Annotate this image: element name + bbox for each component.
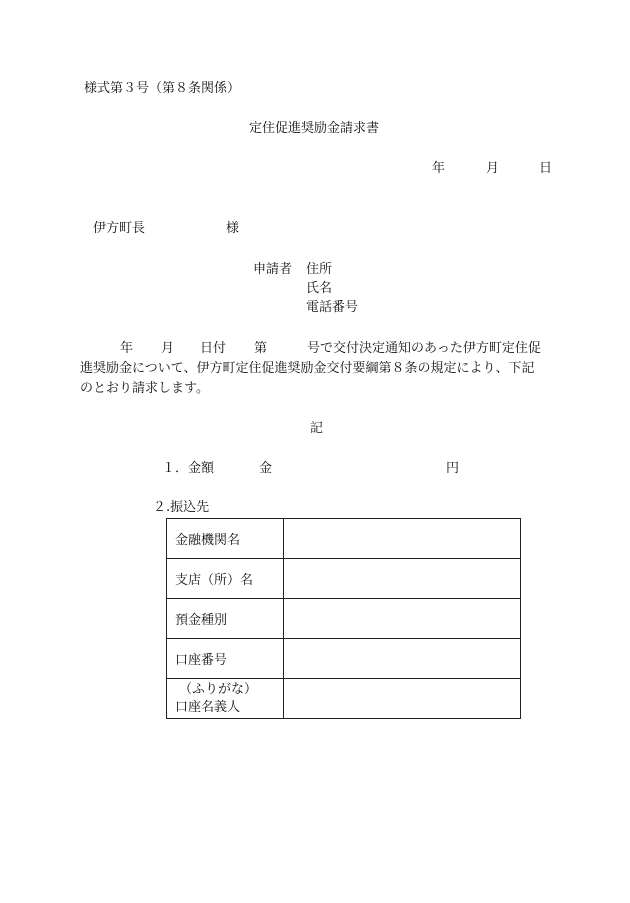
table-row (167, 639, 521, 679)
applicant-label: 申請者 (253, 262, 293, 277)
account-type-label: 預金種別 (167, 599, 284, 639)
applicant-phone-label: 電話番号 (306, 300, 359, 315)
date-day: 日 (539, 161, 553, 176)
table-row (167, 599, 521, 639)
branch-name-label: 支店（所）名 (167, 559, 284, 599)
account-holder-label: 口座名義人 (175, 699, 241, 715)
body-line3: のとおり請求します。 (80, 381, 209, 396)
account-number-label: 口座番号 (167, 639, 284, 679)
body-line1-tail: 号で交付決定通知のあった伊方町定住促 (307, 341, 541, 356)
addressee-honorific: 様 (226, 221, 240, 236)
item1-label: １．金額 (162, 461, 215, 476)
bank-name-label: 金融機関名 (167, 519, 284, 559)
item1-prefix: 金 (259, 461, 273, 476)
account-holder-field[interactable] (284, 679, 521, 719)
applicant-name-label: 氏名 (306, 281, 333, 296)
bank-transfer-table (166, 518, 521, 719)
item1-unit: 円 (446, 461, 460, 476)
applicant-address-label: 住所 (306, 262, 333, 277)
body-month: 月 (161, 341, 175, 356)
account-type-field[interactable] (284, 599, 521, 639)
table-row (167, 679, 521, 719)
branch-name-field[interactable] (284, 559, 521, 599)
account-holder-label-cell (167, 679, 284, 719)
body-no-prefix: 第 (254, 341, 268, 356)
table-row (167, 519, 521, 559)
ki-heading: 記 (310, 421, 324, 436)
document-title: 定住促進奨励金請求書 (249, 121, 380, 136)
item2-label: ２.振込先 (153, 500, 210, 515)
furigana-label: （ふりがな） (179, 681, 258, 697)
date-month: 月 (486, 161, 500, 176)
form-number: 様式第３号（第８条関係） (84, 81, 241, 96)
date-year: 年 (432, 161, 446, 176)
addressee-name: 伊方町長 (93, 221, 146, 236)
account-number-field[interactable] (284, 639, 521, 679)
bank-name-field[interactable] (284, 519, 521, 559)
body-dated: 日付 (200, 341, 227, 356)
table-row (167, 559, 521, 599)
body-year: 年 (120, 341, 134, 356)
body-line2: 進奨励金について、伊方町定住促進奨励金交付要綱第８条の規定により、下記 (80, 361, 535, 376)
